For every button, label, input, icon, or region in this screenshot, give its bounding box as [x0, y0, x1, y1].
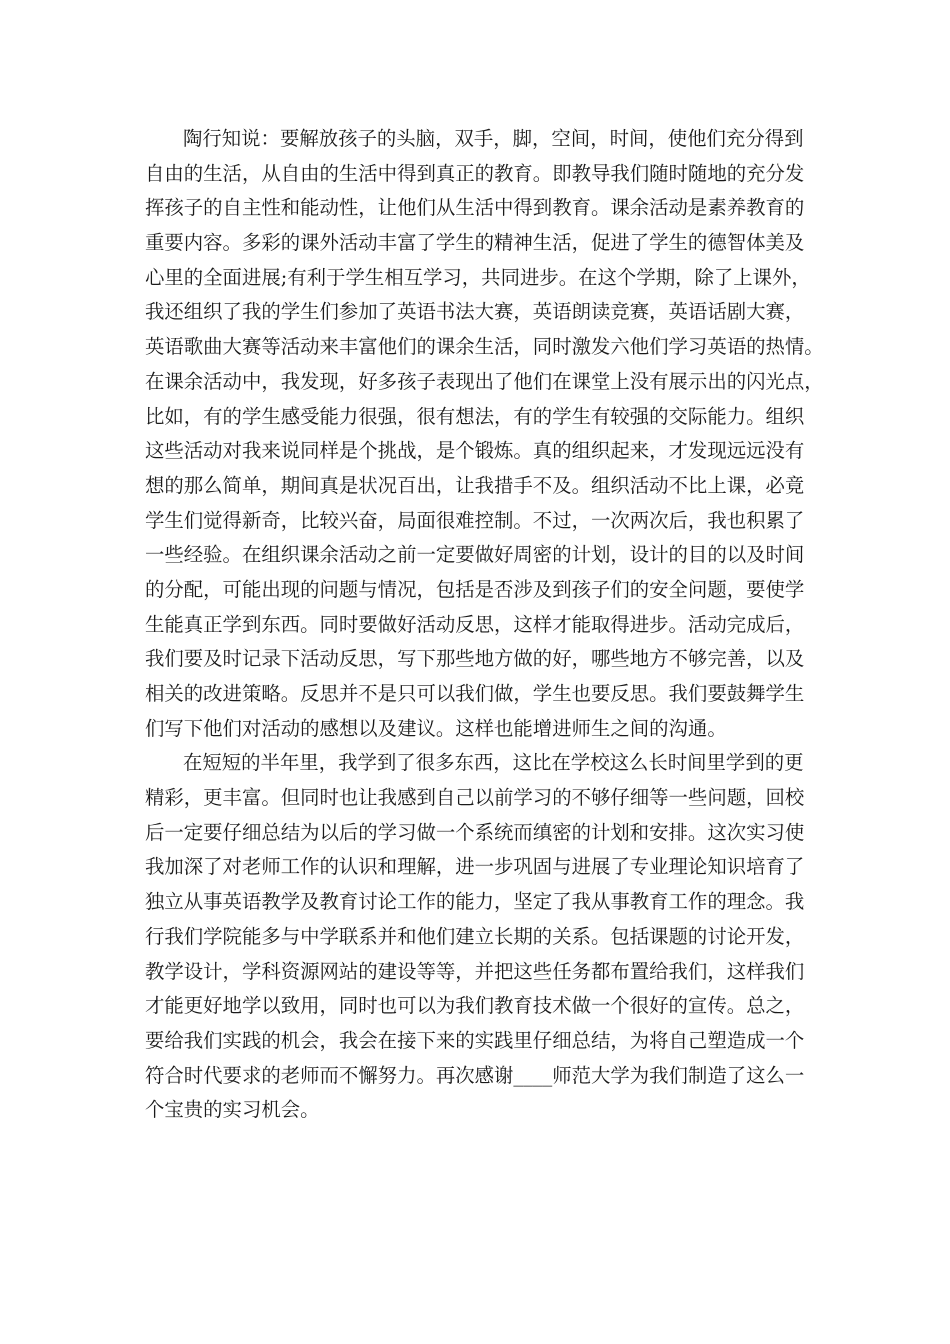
paragraph-line: 在课余活动中，我发现，好多孩子表现出了他们在课堂上没有展示出的闪光点，: [145, 369, 824, 393]
paragraph-line: 后一定要仔细总结为以后的学习做一个系统而缜密的计划和安排。这次实习使: [145, 820, 805, 844]
paragraph-line: 行我们学院能多与中学联系并和他们建立长期的关系。包括课题的讨论开发，: [145, 924, 805, 948]
paragraph-line: 生能真正学到东西。同时要做好活动反思，这样才能取得进步。活动完成后，: [145, 612, 805, 636]
paragraph-line: 教学设计，学科资源网站的建设等等，并把这些任务都布置给我们，这样我们: [145, 959, 805, 983]
paragraph-1: [145, 122, 824, 746]
paragraph-line: 的分配，可能出现的问题与情况，包括是否涉及到孩子们的安全问题，要使学: [145, 577, 805, 601]
paragraph-line: 学生们觉得新奇，比较兴奋，局面很难控制。不过，一次两次后，我也积累了: [145, 508, 805, 532]
paragraph-line: 心里的全面进展;有利于学生相互学习，共同进步。在这个学期，除了上课外，: [145, 265, 811, 289]
document-body: [145, 122, 824, 1128]
paragraph-line: 个宝贵的实习机会。: [145, 1098, 320, 1122]
paragraph-line: 重要内容。多彩的课外活动丰富了学生的精神生活，促进了学生的德智体美及: [145, 231, 805, 255]
paragraph-line: 符合时代要求的老师而不懈努力。再次感谢____师范大学为我们制造了这么一: [145, 1063, 805, 1087]
paragraph-line: 才能更好地学以致用，同时也可以为我们教育技术做一个很好的宣传。总之，: [145, 994, 805, 1018]
paragraph-line: 在短短的半年里，我学到了很多东西，这比在学校这么长时间里学到的更: [183, 751, 804, 775]
paragraph-line: 挥孩子的自主性和能动性，让他们从生活中得到教育。课余活动是素养教育的: [145, 196, 805, 220]
paragraph-line: 相关的改进策略。反思并不是只可以我们做，学生也要反思。我们要鼓舞学生: [145, 682, 805, 705]
paragraph-line: 我还组织了我的学生们参加了英语书法大赛，英语朗读竞赛，英语话剧大赛，: [145, 300, 805, 324]
paragraph-line: 我们要及时记录下活动反思，写下那些地方做的好，哪些地方不够完善，以及: [145, 647, 805, 671]
paragraph-line: 想的那么简单，期间真是状况百出，让我措手不及。组织活动不比上课，必竟: [145, 473, 805, 497]
paragraph-line: 一些经验。在组织课余活动之前一定要做好周密的计划，设计的目的以及时间: [145, 543, 805, 567]
paragraph-line: 要给我们实践的机会，我会在接下来的实践里仔细总结，为将自己塑造成一个: [145, 1028, 805, 1052]
paragraph-line: 比如，有的学生感受能力很强，很有想法，有的学生有较强的交际能力。组织: [145, 404, 805, 428]
paragraph-line: 自由的生活，从自由的生活中得到真正的教育。即教导我们随时随地的充分发: [145, 161, 805, 185]
paragraph-line: 陶行知说：要解放孩子的头脑，双手，脚，空间，时间，使他们充分得到: [183, 127, 804, 150]
paragraph-line: 精彩，更丰富。但同时也让我感到自己以前学习的不够仔细等一些问题，回校: [145, 786, 805, 810]
paragraph-line: 英语歌曲大赛等活动来丰富他们的课余生活，同时激发六他们学习英语的热情。: [145, 335, 824, 359]
paragraph-line: 这些活动对我来说同样是个挑战，是个锻炼。真的组织起来，才发现远远没有: [145, 439, 805, 463]
paragraph-2: [145, 746, 805, 1128]
paragraph-line: 我加深了对老师工作的认识和理解，进一步巩固与进展了专业理论知识培育了: [145, 855, 805, 879]
paragraph-line: 独立从事英语教学及教育讨论工作的能力，坚定了我从事教育工作的理念。我: [145, 890, 805, 914]
paragraph-line: 们写下他们对活动的感想以及建议。这样也能增进师生之间的沟通。: [145, 716, 727, 740]
